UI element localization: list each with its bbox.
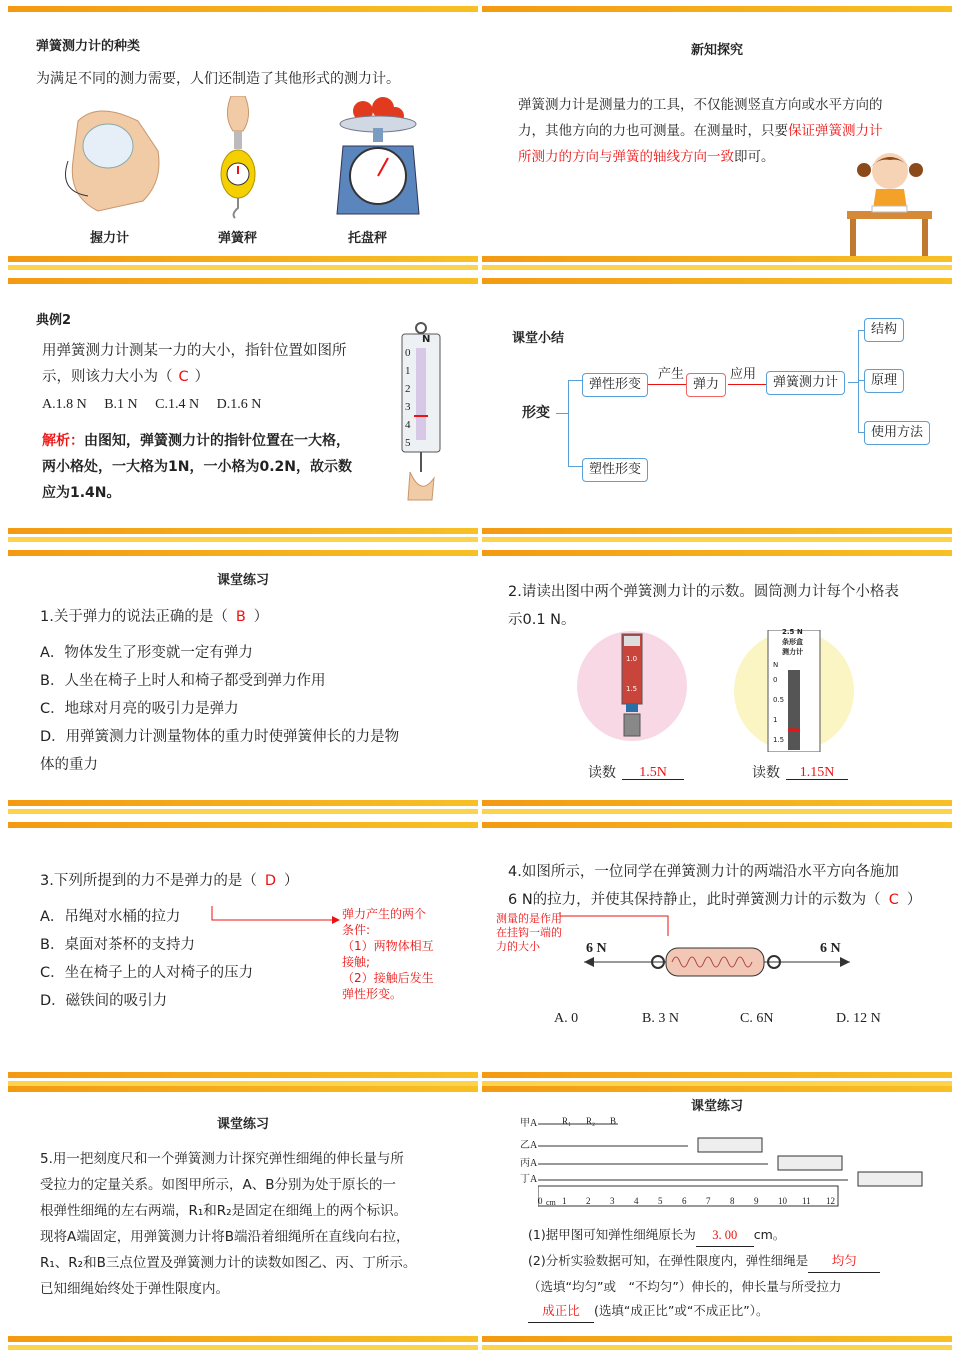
- slide-title: 弹簧测力计的种类: [36, 39, 141, 54]
- tick-5: 5: [405, 437, 411, 449]
- top-bar: [482, 822, 952, 828]
- question-line-1: 4.如图所示，一位同学在弹簧测力计的两端沿水平方向各施加: [508, 864, 899, 880]
- scale-unit: N: [422, 334, 431, 345]
- note-line-2: 在挂钩一端的: [496, 926, 562, 939]
- para-line-3: 所测力的方向与弹簧的轴线方向一致即可。: [518, 149, 775, 165]
- analysis-line-2: 两小格处，一大格为1N，一小格为0.2N，故示数: [42, 459, 352, 475]
- ruler-tick-label: 12: [826, 1196, 835, 1206]
- slide-title: 课堂练习: [216, 573, 269, 588]
- option-b: B．桌面对茶杯的支持力: [40, 937, 195, 953]
- force-right: 6 N: [820, 941, 841, 956]
- ruler-tick-label: 11: [802, 1196, 811, 1206]
- bottom-bar: [8, 1334, 478, 1350]
- box-title-3: 测力计: [782, 648, 803, 656]
- para-line-1: 弹簧测力计是测量力的工具，不仅能测竖直方向或水平方向的: [518, 97, 883, 113]
- note-arrow: [208, 902, 343, 932]
- box-title-2: 条形盒: [782, 638, 803, 646]
- question-line-2: 6 N的拉力，并使其保持静止，此时弹簧测力计的示数为（ C ）: [508, 892, 922, 908]
- reading-value-2: 1.15N: [799, 765, 835, 780]
- ruler-labels: [538, 1196, 838, 1208]
- ruler-tick-label: 1: [562, 1196, 567, 1206]
- question: 3.下列所提到的力不是弹力的是（ D ）: [40, 873, 299, 889]
- tick-3: 3: [405, 401, 411, 413]
- box-label-n: N: [773, 661, 779, 669]
- top-bar: [8, 6, 478, 12]
- question-line-2: 示0.1 N。: [508, 612, 576, 628]
- top-bar: [8, 550, 478, 556]
- box-label-1: 1: [773, 716, 778, 724]
- question: 1.关于弹力的说法正确的是（ B ）: [40, 609, 269, 625]
- text-line-3: 根弹性细绳的左右两端，R₁和R₂是固定在细绳上的两个标识。: [40, 1203, 408, 1219]
- node-meter: 弹簧测力计: [766, 371, 845, 395]
- option-d-cont: 体的重力: [40, 757, 98, 773]
- label-produce: 产生: [658, 367, 685, 382]
- note-line-3: （1）两物体相互: [342, 939, 434, 953]
- option-d: D. 12 N: [836, 1011, 881, 1026]
- text-line-5: R₁、R₂和B三点位置及弹簧测力计的读数如图乙、丙、丁所示。: [40, 1255, 417, 1271]
- label-grip: 握力计: [90, 231, 130, 246]
- note-line-1: 弹力产生的两个: [342, 907, 427, 921]
- ruler-tick-label: 5: [658, 1196, 663, 1206]
- spring-meter-figure: [396, 322, 446, 502]
- slide-title: 课堂练习: [690, 1099, 743, 1114]
- question-line-1: 2.请读出图中两个弹簧测力计的示数。圆筒测力计每个小格表: [508, 584, 899, 600]
- reading-value-1: 1.5N: [639, 765, 667, 780]
- slide-title: 课堂小结: [512, 331, 565, 346]
- slide-5: [8, 550, 478, 814]
- option-a: A. 0: [554, 1011, 579, 1026]
- bottom-bar: [8, 1070, 478, 1086]
- q2-text-end: 成正比 (选填“成正比”或“不成正比”）。: [528, 1300, 769, 1323]
- tick-4: 4: [405, 419, 411, 431]
- box-label-15: 1.5: [773, 736, 785, 744]
- slide-text: 为满足不同的测力需要，人们还制造了其他形式的测力计。: [36, 71, 400, 87]
- row-yi: 乙A: [520, 1140, 538, 1151]
- slide-2: [482, 6, 952, 270]
- slide-9: [8, 1086, 478, 1350]
- mark-r2: R₂: [586, 1116, 596, 1126]
- bottom-bar: [482, 1334, 952, 1350]
- ruler-unit: cm: [546, 1198, 556, 1207]
- note-line-4: 接触;: [342, 955, 371, 969]
- reading-label-1: 读数: [588, 765, 616, 781]
- q1-text: (1)据甲图可知弹性细绳原长为 3. 00 cm。: [528, 1224, 785, 1247]
- option-d: D．用弹簧测力计测量物体的重力时使弹簧伸长的力是物: [40, 729, 400, 745]
- tube-label-1: 1.0: [626, 655, 638, 663]
- option-c: C. 6N: [740, 1011, 774, 1026]
- ruler-tick-label: 7: [706, 1196, 711, 1206]
- ruler-tick-label: 4: [634, 1196, 639, 1206]
- para-line-2: 力，其他方向的力也可测量。在测量时，只要保证弹簧测力计: [518, 123, 883, 139]
- grip-meter-icon: [58, 101, 168, 216]
- slide-6: [482, 550, 952, 814]
- ruler-tick-label: 10: [778, 1196, 787, 1206]
- answer-2: 均匀: [808, 1250, 880, 1273]
- box-label-05: 0.5: [773, 696, 785, 704]
- mark-b: B: [610, 1116, 617, 1126]
- bottom-bar: [482, 526, 952, 542]
- tray-scale-icon: [333, 96, 423, 221]
- slide-3: [8, 278, 478, 542]
- tick-0: 0: [405, 347, 411, 359]
- box-label-0: 0: [773, 676, 778, 684]
- top-bar: [482, 1086, 952, 1092]
- text-line-4: 现将A端固定，用弹簧测力计将B端沿着细绳所在直线向右拉，: [40, 1229, 410, 1245]
- reading-label-2: 读数: [752, 765, 780, 781]
- tick-2: 2: [405, 383, 411, 395]
- answer-1: 3. 00: [696, 1224, 754, 1247]
- slide-title: 典例2: [36, 313, 72, 328]
- node-structure: 结构: [864, 318, 904, 342]
- tick-1: 1: [405, 365, 411, 377]
- option-c: C．地球对月亮的吸引力是弹力: [40, 701, 239, 717]
- bottom-bar: [482, 254, 952, 270]
- slide-10: [482, 1086, 952, 1350]
- note-line-2: 条件:: [342, 923, 371, 937]
- analysis-line-1: 解析：由图知，弹簧测力计的指针位置在一大格，: [42, 433, 350, 449]
- bottom-bar: [8, 254, 478, 270]
- root-node: 形变: [522, 405, 550, 421]
- top-bar: [482, 278, 952, 284]
- node-force: 弹力: [686, 373, 726, 397]
- girl-studying-icon: [842, 146, 937, 261]
- force-left: 6 N: [586, 941, 607, 956]
- answer-3: 成正比: [528, 1300, 594, 1323]
- note-line-5: （2）接触后发生: [342, 971, 434, 985]
- row-bing: 丙A: [520, 1158, 538, 1169]
- note-line-3: 力的大小: [496, 940, 540, 953]
- top-bar: [8, 822, 478, 828]
- option-c: C．坐在椅子上的人对椅子的压力: [40, 965, 254, 981]
- spring-scale-icon: [213, 96, 263, 221]
- row-ding: 丁A: [520, 1174, 538, 1185]
- q2-text-cont: （选填“均匀”或 “不均匀”）伸长的，伸长量与所受拉力: [528, 1279, 842, 1294]
- top-bar: [8, 278, 478, 284]
- question-line-2: 示，则该力大小为（ C ）: [42, 369, 210, 385]
- note-line-1: 测量的是作用: [496, 912, 562, 925]
- slide-4: [482, 278, 952, 542]
- q2-text: (2)分析实验数据可知，在弹性限度内，弹性细绳是 均匀: [528, 1250, 880, 1273]
- ruler-tick-label: 0: [538, 1196, 543, 1206]
- option-b: B. 3 N: [642, 1011, 679, 1026]
- label-apply: 应用: [730, 367, 757, 382]
- ruler-tick-label: 3: [610, 1196, 615, 1206]
- node-plastic: 塑性形变: [582, 458, 648, 482]
- note-line: [558, 910, 678, 940]
- slide-title: 课堂练习: [216, 1117, 269, 1132]
- note-line-6: 弹性形变。: [342, 987, 403, 1001]
- label-spring-scale: 弹簧秤: [218, 231, 258, 246]
- node-principle: 原理: [864, 369, 904, 393]
- text-line-6: 已知细绳始终处于弹性限度内。: [40, 1281, 229, 1297]
- option-b: B．人坐在椅子上时人和椅子都受到弹力作用: [40, 673, 326, 689]
- option-a: A．物体发生了形变就一定有弹力: [40, 645, 253, 661]
- node-elastic: 弹性形变: [582, 373, 648, 397]
- label-tray-scale: 托盘秤: [348, 231, 388, 246]
- node-usage: 使用方法: [864, 421, 930, 445]
- slide-1: [8, 6, 478, 270]
- mark-r1: R₁: [562, 1116, 572, 1126]
- bottom-bar: [482, 798, 952, 814]
- box-title-1: 2.5 N: [782, 628, 803, 636]
- ruler-tick-label: 9: [754, 1196, 759, 1206]
- options: A.1.8 N B.1 N C.1.4 N D.1.6 N: [42, 397, 262, 412]
- ruler-tick-label: 8: [730, 1196, 735, 1206]
- bottom-bar: [482, 1070, 952, 1086]
- top-bar: [482, 550, 952, 556]
- text-line-1: 5.用一把刻度尺和一个弹簧测力计探究弹性细绳的伸长量与所: [40, 1151, 404, 1167]
- top-bar: [482, 6, 952, 12]
- option-a: A．吊绳对水桶的拉力: [40, 909, 181, 925]
- slide-8: [482, 822, 952, 1086]
- bottom-bar: [8, 526, 478, 542]
- question-line-1: 用弹簧测力计测某一力的大小，指针位置如图所: [42, 343, 347, 359]
- slide-title: 新知探究: [690, 43, 743, 58]
- text-line-2: 受拉力的定量关系。如图甲所示，A、B分别为处于原长的一: [40, 1177, 396, 1193]
- bottom-bar: [8, 798, 478, 814]
- top-bar: [8, 1086, 478, 1092]
- option-d: D．磁铁间的吸引力: [40, 993, 168, 1009]
- slide-7: [8, 822, 478, 1086]
- ruler-tick-label: 6: [682, 1196, 687, 1206]
- ruler-tick-label: 2: [586, 1196, 591, 1206]
- tube-label-2: 1.5: [626, 685, 638, 693]
- analysis-line-3: 应为1.4N。: [42, 485, 121, 501]
- horizontal-spring-meter: [582, 942, 852, 982]
- row-jia: 甲A: [520, 1118, 538, 1129]
- rope-ruler-figure: [538, 1116, 928, 1208]
